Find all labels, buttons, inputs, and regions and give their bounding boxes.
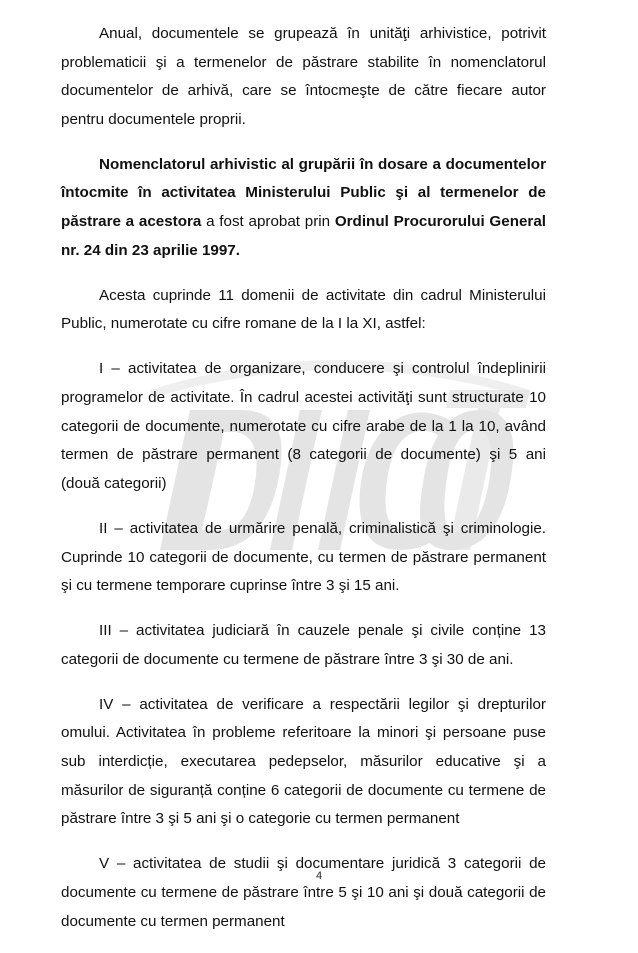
order-reference: Ordinul Procurorului General nr. 24 din 23 aprilie 1997. (61, 213, 546, 259)
domain-ii-text: II – activitatea de urmărire penală, criminalistică şi criminologie. Cuprinde 10 categorii de documente, cu termen de păstrare permanent şi cu termene temporare cuprinse între 3 şi 15 ani. (61, 519, 546, 595)
domain-i (61, 355, 546, 498)
paragraph-2 (61, 151, 546, 265)
domain-iii (61, 617, 546, 674)
page-number: 4 (315, 870, 323, 882)
domain-iii-text: III – activitatea judiciară în cauzele penale şi civile conține 13 categorii de documente cu termene de păstrare între 3 şi 30 de ani. (61, 622, 546, 668)
paragraph-1 (61, 20, 546, 134)
nomenclator-title: Nomenclatorul arhivistic al grupării în dosare a documentelor întocmite în activitatea Ministerului Public şi al termenelor de păstrare a acestora (61, 155, 546, 231)
domain-iv (61, 691, 546, 834)
document-body (61, 20, 546, 953)
approval-text: a fost aprobat prin (201, 213, 335, 231)
paragraph-3 (61, 282, 546, 339)
domain-iv-text: IV – activitatea de verificare a respectării legilor şi drepturilor omului. Activitatea în probleme referitoare la minori şi persoane puse sub interdicție, executarea pedepselor, măsurilor educative şi a măsurilor de siguranță conține 6 categorii de documente cu termene de păstrare între 3 şi 5 ani şi o categorie cu termen permanent (61, 695, 546, 828)
domain-v-text: V – activitatea de studii şi documentare juridică 3 categorii de documente cu termene de păstrare între 5 şi 10 ani şi două categorii de documente cu termen permanent (61, 855, 546, 930)
paragraph-1-text: Anual, documentele se grupează în unităţi arhivistice, potrivit problematicii şi a termenelor de păstrare stabilite în nomenclatorul documentelor de arhivă, care se întocmeşte de către fiecare autor pentru documentele proprii. (61, 25, 546, 128)
domain-ii (61, 515, 546, 601)
domain-v (61, 850, 546, 936)
paragraph-3-text: Acesta cuprinde 11 domenii de activitate din cadrul Ministerului Public, numerotate cu cifre romane de la I la XI, astfel: (61, 286, 546, 333)
domain-i-text: I – activitatea de organizare, conducere şi controlul îndeplinirii programelor de activitate. În cadrul acestei activităţi sunt structurate 10 categorii de documente, numerotate cu cifre arabe de la 1 la 10, având termen de păstrare permanent (8 categorii de documente) şi 5 ani (două categorii) (61, 360, 546, 492)
